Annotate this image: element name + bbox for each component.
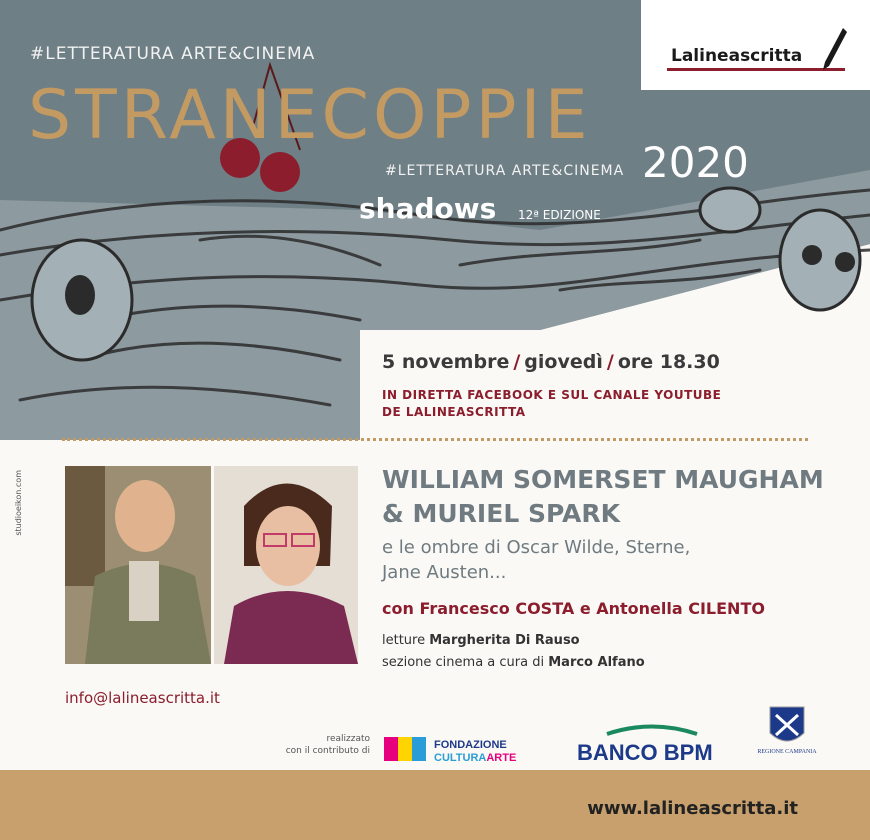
website-link[interactable]: www.lalineascritta.it	[587, 798, 798, 819]
logo-box	[641, 0, 870, 90]
readings-name: Margherita Di Rauso	[429, 633, 580, 648]
cinema-label: sezione cinema a cura di	[382, 655, 545, 670]
separator: /	[606, 351, 614, 373]
bpm-text: BANCO BPM	[577, 740, 713, 764]
regione-campania-logo	[756, 705, 818, 759]
author-1: WILLIAM SOMERSET MAUGHAM	[382, 465, 824, 494]
regione-text: REGIONE CAMPANIA	[757, 749, 817, 755]
dotted-divider	[62, 438, 808, 441]
logo-text: Lalineascritta	[671, 46, 803, 66]
event-title: STRANECOPPIE	[28, 76, 592, 155]
time-value: ore 18.30	[617, 351, 720, 373]
author-2: & MURIEL SPARK	[382, 499, 620, 528]
svg-text:CULTURAARTE	[434, 752, 516, 764]
photo-woman	[214, 466, 358, 664]
event-subtitle: shadows	[359, 192, 497, 225]
contact-email[interactable]: info@lalineascritta.it	[65, 689, 220, 707]
pen-icon	[819, 26, 849, 72]
event-year: 2020	[642, 138, 749, 187]
footer-bar	[0, 770, 870, 840]
edition-label: 12ª EDIZIONE	[518, 208, 601, 222]
credits	[382, 630, 645, 674]
authors-heading	[382, 463, 824, 531]
fca-line-1: FONDAZIONE	[434, 739, 507, 751]
separator: /	[513, 351, 521, 373]
fca-line-2: CULTURA	[434, 752, 487, 764]
cinema-name: Marco Alfano	[548, 655, 645, 670]
sponsor-caption	[250, 733, 370, 757]
event-date	[382, 351, 720, 373]
fca-logo	[384, 735, 544, 769]
subtitle-line-2: Jane Austen...	[382, 562, 507, 583]
studio-credit: studioeikon.com	[14, 470, 23, 536]
hashtag-mid: #LETTERATURA ARTE&CINEMA	[385, 163, 625, 179]
guests: con Francesco COSTA e Antonella CILENTO	[382, 599, 765, 618]
authors-subtitle	[382, 535, 690, 585]
fca-line-3: ARTE	[486, 752, 517, 764]
banco-bpm-logo	[577, 724, 727, 768]
day-value: giovedì	[524, 351, 603, 373]
caption-line-1: realizzato	[326, 734, 370, 744]
stream-line-2: DE LALINEASCRITTA	[382, 405, 526, 419]
photo-man	[65, 466, 211, 664]
date-value: 5 novembre	[382, 351, 510, 373]
hashtag-top: #LETTERATURA ARTE&CINEMA	[30, 44, 316, 64]
stream-info	[382, 387, 802, 421]
stream-line-1: IN DIRETTA FACEBOOK E SUL CANALE YOUTUBE	[382, 388, 722, 402]
readings-label: letture	[382, 633, 426, 648]
subtitle-line-1: e le ombre di Oscar Wilde, Sterne,	[382, 537, 691, 558]
caption-line-2: con il contributo di	[285, 746, 370, 756]
